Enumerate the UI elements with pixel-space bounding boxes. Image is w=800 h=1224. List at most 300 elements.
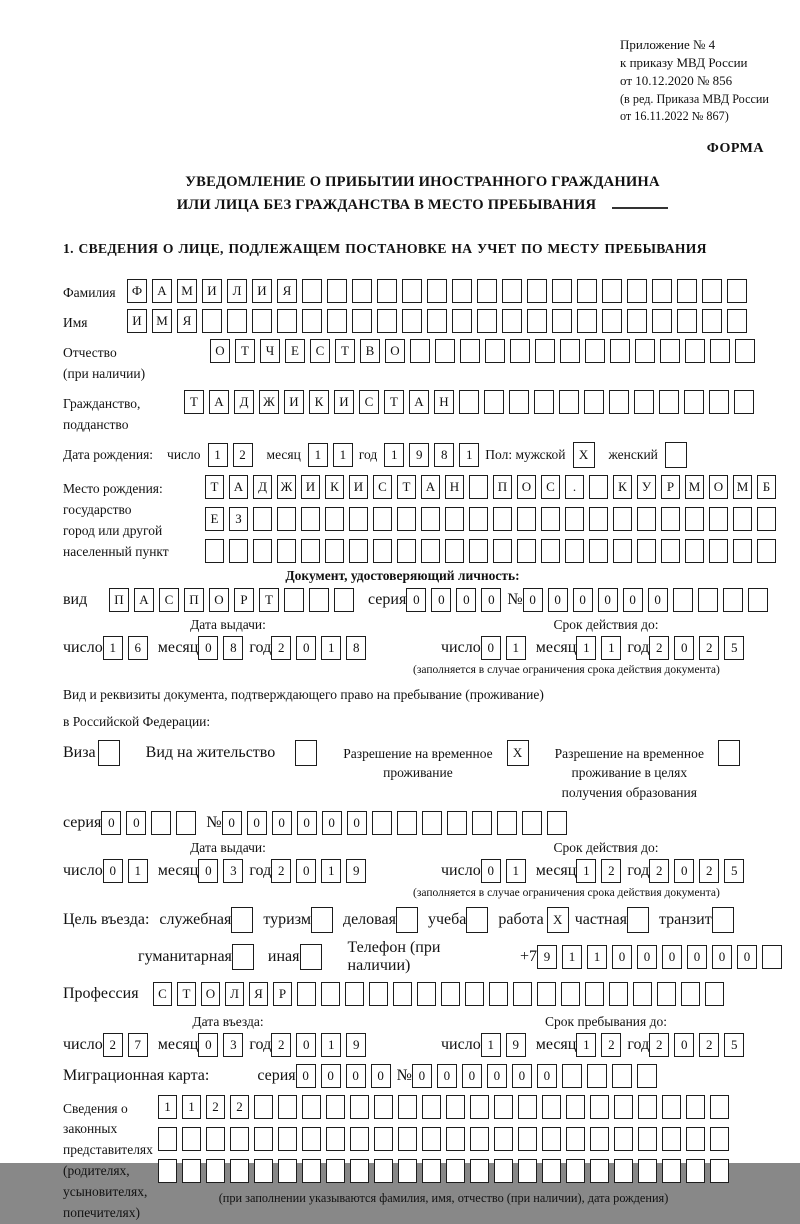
profession-char-cell[interactable] xyxy=(561,982,580,1006)
citizenship-char-cell[interactable]: Т xyxy=(184,390,204,414)
birth-place-char-cell[interactable]: А xyxy=(229,475,248,499)
citizenship-char-cell[interactable]: А xyxy=(209,390,229,414)
birth-place-char-cell[interactable] xyxy=(589,475,608,499)
residence-number-cell[interactable] xyxy=(447,811,467,835)
representatives-char-cell[interactable] xyxy=(638,1127,657,1151)
birth-year-cell[interactable]: 9 xyxy=(409,443,429,467)
birth-place-char-cell[interactable]: Е xyxy=(205,507,224,531)
profession-char-cell[interactable] xyxy=(321,982,340,1006)
migration-number-cell[interactable]: 0 xyxy=(412,1064,432,1088)
birth-place-char-cell[interactable] xyxy=(469,475,488,499)
representatives-char-cell[interactable] xyxy=(710,1127,729,1151)
firstname-char-cell[interactable] xyxy=(702,309,722,333)
profession-char-cell[interactable] xyxy=(297,982,316,1006)
residence-number-cell[interactable]: 0 xyxy=(272,811,292,835)
surname-char-cell[interactable]: И xyxy=(252,279,272,303)
representatives-char-cell[interactable] xyxy=(494,1127,513,1151)
edu-residence-checkbox[interactable] xyxy=(718,740,740,766)
representatives-char-cell[interactable] xyxy=(638,1159,657,1183)
id-doc-valid-day-cell[interactable]: 0 xyxy=(481,636,501,660)
residence-issue-year-cell[interactable]: 2 xyxy=(271,859,291,883)
representatives-char-cell[interactable] xyxy=(662,1127,681,1151)
phone-digit-cell[interactable]: 0 xyxy=(662,945,682,969)
representatives-char-cell[interactable] xyxy=(374,1127,393,1151)
representatives-char-cell[interactable] xyxy=(326,1127,345,1151)
residence-valid-year-cell[interactable]: 5 xyxy=(724,859,744,883)
surname-char-cell[interactable]: Я xyxy=(277,279,297,303)
citizenship-char-cell[interactable] xyxy=(659,390,679,414)
id-doc-valid-day-cell[interactable]: 1 xyxy=(506,636,526,660)
residence-issue-month-cell[interactable]: 3 xyxy=(223,859,243,883)
birth-month-cell[interactable]: 1 xyxy=(308,443,328,467)
representatives-char-cell[interactable] xyxy=(710,1159,729,1183)
representatives-char-cell[interactable] xyxy=(494,1095,513,1119)
residence-issue-year-cell[interactable]: 1 xyxy=(321,859,341,883)
id-doc-number-cell[interactable]: 0 xyxy=(598,588,618,612)
representatives-char-cell[interactable] xyxy=(398,1159,417,1183)
residence-issue-year-cell[interactable]: 0 xyxy=(296,859,316,883)
representatives-char-cell[interactable] xyxy=(686,1127,705,1151)
entry-day-cell[interactable]: 7 xyxy=(128,1033,148,1057)
birth-place-char-cell[interactable] xyxy=(541,507,560,531)
birth-place-char-cell[interactable] xyxy=(685,539,704,563)
citizenship-char-cell[interactable] xyxy=(559,390,579,414)
stay-year-cell[interactable]: 2 xyxy=(699,1033,719,1057)
birth-place-char-cell[interactable]: П xyxy=(493,475,512,499)
firstname-char-cell[interactable] xyxy=(327,309,347,333)
id-doc-series-cell[interactable]: 0 xyxy=(456,588,476,612)
residence-number-cell[interactable] xyxy=(472,811,492,835)
surname-char-cell[interactable] xyxy=(527,279,547,303)
migration-number-cell[interactable] xyxy=(612,1064,632,1088)
birth-place-char-cell[interactable] xyxy=(565,539,584,563)
migration-series-cell[interactable]: 0 xyxy=(321,1064,341,1088)
representatives-char-cell[interactable] xyxy=(182,1127,201,1151)
citizenship-char-cell[interactable]: Н xyxy=(434,390,454,414)
id-doc-number-cell[interactable]: 0 xyxy=(648,588,668,612)
profession-char-cell[interactable]: Т xyxy=(177,982,196,1006)
citizenship-char-cell[interactable] xyxy=(584,390,604,414)
id-doc-issue-month-cell[interactable]: 0 xyxy=(198,636,218,660)
representatives-char-cell[interactable] xyxy=(446,1095,465,1119)
profession-char-cell[interactable]: О xyxy=(201,982,220,1006)
birth-place-char-cell[interactable] xyxy=(373,539,392,563)
id-doc-number-cell[interactable]: 0 xyxy=(523,588,543,612)
birth-place-char-cell[interactable] xyxy=(229,539,248,563)
residence-valid-year-cell[interactable]: 0 xyxy=(674,859,694,883)
birth-place-char-cell[interactable] xyxy=(397,507,416,531)
citizenship-char-cell[interactable]: Ж xyxy=(259,390,279,414)
surname-char-cell[interactable] xyxy=(552,279,572,303)
id-doc-number-cell[interactable] xyxy=(723,588,743,612)
migration-number-cell[interactable]: 0 xyxy=(537,1064,557,1088)
patronymic-char-cell[interactable]: Т xyxy=(335,339,355,363)
birth-place-char-cell[interactable]: О xyxy=(709,475,728,499)
representatives-char-cell[interactable] xyxy=(302,1159,321,1183)
firstname-char-cell[interactable] xyxy=(227,309,247,333)
purpose-transit-checkbox[interactable] xyxy=(712,907,734,933)
representatives-char-cell[interactable] xyxy=(518,1095,537,1119)
purpose-tourism-checkbox[interactable] xyxy=(311,907,333,933)
surname-char-cell[interactable] xyxy=(302,279,322,303)
representatives-char-cell[interactable] xyxy=(590,1095,609,1119)
birth-place-char-cell[interactable] xyxy=(565,507,584,531)
representatives-char-cell[interactable] xyxy=(566,1159,585,1183)
representatives-char-cell[interactable] xyxy=(662,1159,681,1183)
purpose-other-checkbox[interactable] xyxy=(300,944,322,970)
profession-char-cell[interactable]: Л xyxy=(225,982,244,1006)
firstname-char-cell[interactable]: Я xyxy=(177,309,197,333)
citizenship-char-cell[interactable]: К xyxy=(309,390,329,414)
sex-female-checkbox[interactable] xyxy=(665,442,687,468)
firstname-char-cell[interactable] xyxy=(502,309,522,333)
sex-male-checkbox[interactable]: X xyxy=(573,442,595,468)
representatives-char-cell[interactable] xyxy=(206,1127,225,1151)
representatives-char-cell[interactable] xyxy=(542,1127,561,1151)
id-doc-valid-year-cell[interactable]: 0 xyxy=(674,636,694,660)
birth-place-char-cell[interactable] xyxy=(301,507,320,531)
phone-digit-cell[interactable]: 0 xyxy=(737,945,757,969)
surname-char-cell[interactable] xyxy=(452,279,472,303)
representatives-char-cell[interactable] xyxy=(254,1127,273,1151)
profession-char-cell[interactable] xyxy=(489,982,508,1006)
birth-place-char-cell[interactable] xyxy=(325,539,344,563)
purpose-humanitarian-checkbox[interactable] xyxy=(232,944,254,970)
birth-place-char-cell[interactable] xyxy=(517,507,536,531)
surname-char-cell[interactable] xyxy=(377,279,397,303)
birth-place-char-cell[interactable] xyxy=(253,539,272,563)
firstname-char-cell[interactable] xyxy=(627,309,647,333)
firstname-char-cell[interactable] xyxy=(277,309,297,333)
entry-day-cell[interactable]: 2 xyxy=(103,1033,123,1057)
birth-place-char-cell[interactable] xyxy=(517,539,536,563)
patronymic-char-cell[interactable]: Е xyxy=(285,339,305,363)
purpose-work-checkbox[interactable]: X xyxy=(547,907,569,933)
residence-valid-year-cell[interactable]: 2 xyxy=(649,859,669,883)
entry-year-cell[interactable]: 2 xyxy=(271,1033,291,1057)
birth-place-char-cell[interactable] xyxy=(373,507,392,531)
id-doc-issue-day-cell[interactable]: 6 xyxy=(128,636,148,660)
surname-char-cell[interactable] xyxy=(502,279,522,303)
firstname-char-cell[interactable] xyxy=(652,309,672,333)
profession-char-cell[interactable] xyxy=(441,982,460,1006)
firstname-char-cell[interactable] xyxy=(727,309,747,333)
birth-place-char-cell[interactable] xyxy=(325,507,344,531)
stay-year-cell[interactable]: 5 xyxy=(724,1033,744,1057)
birth-place-char-cell[interactable] xyxy=(469,507,488,531)
representatives-char-cell[interactable] xyxy=(446,1127,465,1151)
residence-series-cell[interactable]: 0 xyxy=(101,811,121,835)
profession-char-cell[interactable] xyxy=(417,982,436,1006)
birth-place-char-cell[interactable]: Т xyxy=(205,475,224,499)
phone-digit-cell[interactable]: 9 xyxy=(537,945,557,969)
representatives-char-cell[interactable] xyxy=(278,1095,297,1119)
representatives-char-cell[interactable] xyxy=(230,1159,249,1183)
birth-place-char-cell[interactable] xyxy=(493,539,512,563)
citizenship-char-cell[interactable]: Д xyxy=(234,390,254,414)
patronymic-char-cell[interactable] xyxy=(735,339,755,363)
representatives-char-cell[interactable] xyxy=(302,1095,321,1119)
representatives-char-cell[interactable] xyxy=(278,1159,297,1183)
birth-place-char-cell[interactable] xyxy=(253,507,272,531)
residence-number-cell[interactable] xyxy=(422,811,442,835)
representatives-char-cell[interactable] xyxy=(350,1159,369,1183)
residence-permit-checkbox[interactable] xyxy=(295,740,317,766)
patronymic-char-cell[interactable]: С xyxy=(310,339,330,363)
surname-char-cell[interactable] xyxy=(352,279,372,303)
residence-valid-day-cell[interactable]: 0 xyxy=(481,859,501,883)
birth-place-char-cell[interactable]: О xyxy=(517,475,536,499)
id-doc-number-cell[interactable] xyxy=(673,588,693,612)
birth-place-char-cell[interactable] xyxy=(541,539,560,563)
patronymic-char-cell[interactable] xyxy=(610,339,630,363)
representatives-char-cell[interactable] xyxy=(398,1095,417,1119)
representatives-char-cell[interactable] xyxy=(638,1095,657,1119)
citizenship-char-cell[interactable] xyxy=(709,390,729,414)
firstname-char-cell[interactable] xyxy=(402,309,422,333)
representatives-char-cell[interactable] xyxy=(350,1095,369,1119)
representatives-char-cell[interactable] xyxy=(614,1127,633,1151)
purpose-business-checkbox[interactable] xyxy=(396,907,418,933)
firstname-char-cell[interactable] xyxy=(352,309,372,333)
purpose-study-checkbox[interactable] xyxy=(466,907,488,933)
entry-month-cell[interactable]: 3 xyxy=(223,1033,243,1057)
surname-char-cell[interactable] xyxy=(477,279,497,303)
representatives-char-cell[interactable] xyxy=(470,1159,489,1183)
id-doc-number-cell[interactable] xyxy=(748,588,768,612)
id-doc-issue-year-cell[interactable]: 1 xyxy=(321,636,341,660)
representatives-char-cell[interactable] xyxy=(518,1159,537,1183)
citizenship-char-cell[interactable] xyxy=(609,390,629,414)
id-doc-kind-cell[interactable] xyxy=(334,588,354,612)
birth-place-char-cell[interactable]: А xyxy=(421,475,440,499)
birth-place-char-cell[interactable]: . xyxy=(565,475,584,499)
birth-place-char-cell[interactable] xyxy=(421,539,440,563)
phone-digit-cell[interactable]: 1 xyxy=(587,945,607,969)
citizenship-char-cell[interactable] xyxy=(484,390,504,414)
birth-place-char-cell[interactable] xyxy=(589,539,608,563)
patronymic-char-cell[interactable] xyxy=(535,339,555,363)
birth-place-char-cell[interactable]: И xyxy=(349,475,368,499)
patronymic-char-cell[interactable] xyxy=(660,339,680,363)
migration-number-cell[interactable] xyxy=(587,1064,607,1088)
id-doc-issue-year-cell[interactable]: 2 xyxy=(271,636,291,660)
entry-year-cell[interactable]: 0 xyxy=(296,1033,316,1057)
birth-place-char-cell[interactable] xyxy=(277,539,296,563)
id-doc-issue-year-cell[interactable]: 8 xyxy=(346,636,366,660)
birth-place-char-cell[interactable] xyxy=(349,539,368,563)
birth-place-char-cell[interactable]: Т xyxy=(397,475,416,499)
residence-number-cell[interactable] xyxy=(372,811,392,835)
profession-char-cell[interactable]: Я xyxy=(249,982,268,1006)
firstname-char-cell[interactable]: М xyxy=(152,309,172,333)
birth-place-char-cell[interactable] xyxy=(661,539,680,563)
firstname-char-cell[interactable] xyxy=(477,309,497,333)
id-doc-kind-cell[interactable]: С xyxy=(159,588,179,612)
id-doc-series-cell[interactable]: 0 xyxy=(431,588,451,612)
representatives-char-cell[interactable] xyxy=(614,1095,633,1119)
representatives-char-cell[interactable] xyxy=(542,1159,561,1183)
residence-issue-year-cell[interactable]: 9 xyxy=(346,859,366,883)
birth-place-char-cell[interactable] xyxy=(589,507,608,531)
phone-digit-cell[interactable]: 0 xyxy=(612,945,632,969)
birth-place-char-cell[interactable]: Р xyxy=(661,475,680,499)
id-doc-kind-cell[interactable]: П xyxy=(184,588,204,612)
residence-valid-month-cell[interactable]: 2 xyxy=(601,859,621,883)
entry-year-cell[interactable]: 9 xyxy=(346,1033,366,1057)
residence-number-cell[interactable]: 0 xyxy=(247,811,267,835)
birth-year-cell[interactable]: 1 xyxy=(459,443,479,467)
residence-issue-day-cell[interactable]: 1 xyxy=(128,859,148,883)
residence-valid-year-cell[interactable]: 2 xyxy=(699,859,719,883)
migration-number-cell[interactable]: 0 xyxy=(512,1064,532,1088)
birth-day-cell[interactable]: 2 xyxy=(233,443,253,467)
citizenship-char-cell[interactable] xyxy=(534,390,554,414)
id-doc-valid-month-cell[interactable]: 1 xyxy=(601,636,621,660)
citizenship-char-cell[interactable]: И xyxy=(334,390,354,414)
birth-place-char-cell[interactable] xyxy=(709,539,728,563)
id-doc-valid-month-cell[interactable]: 1 xyxy=(576,636,596,660)
residence-number-cell[interactable]: 0 xyxy=(297,811,317,835)
surname-char-cell[interactable] xyxy=(652,279,672,303)
profession-char-cell[interactable] xyxy=(657,982,676,1006)
representatives-char-cell[interactable] xyxy=(206,1159,225,1183)
firstname-char-cell[interactable] xyxy=(202,309,222,333)
migration-number-cell[interactable]: 0 xyxy=(462,1064,482,1088)
surname-char-cell[interactable]: М xyxy=(177,279,197,303)
residence-valid-month-cell[interactable]: 1 xyxy=(576,859,596,883)
birth-place-char-cell[interactable] xyxy=(661,507,680,531)
birth-place-char-cell[interactable] xyxy=(637,539,656,563)
profession-char-cell[interactable] xyxy=(345,982,364,1006)
id-doc-series-cell[interactable]: 0 xyxy=(406,588,426,612)
birth-place-char-cell[interactable]: Д xyxy=(253,475,272,499)
phone-digit-cell[interactable] xyxy=(762,945,782,969)
representatives-char-cell[interactable] xyxy=(470,1127,489,1151)
representatives-char-cell[interactable]: 2 xyxy=(230,1095,249,1119)
firstname-char-cell[interactable]: И xyxy=(127,309,147,333)
patronymic-char-cell[interactable] xyxy=(710,339,730,363)
citizenship-char-cell[interactable] xyxy=(684,390,704,414)
representatives-char-cell[interactable] xyxy=(230,1127,249,1151)
patronymic-char-cell[interactable] xyxy=(410,339,430,363)
migration-number-cell[interactable] xyxy=(637,1064,657,1088)
birth-place-char-cell[interactable] xyxy=(397,539,416,563)
birth-place-char-cell[interactable] xyxy=(493,507,512,531)
stay-month-cell[interactable]: 2 xyxy=(601,1033,621,1057)
residence-issue-month-cell[interactable]: 0 xyxy=(198,859,218,883)
phone-digit-cell[interactable]: 0 xyxy=(712,945,732,969)
profession-char-cell[interactable] xyxy=(609,982,628,1006)
profession-char-cell[interactable]: Р xyxy=(273,982,292,1006)
surname-char-cell[interactable] xyxy=(577,279,597,303)
representatives-char-cell[interactable] xyxy=(158,1159,177,1183)
citizenship-char-cell[interactable] xyxy=(734,390,754,414)
representatives-char-cell[interactable] xyxy=(350,1127,369,1151)
representatives-char-cell[interactable] xyxy=(446,1159,465,1183)
citizenship-char-cell[interactable]: И xyxy=(284,390,304,414)
id-doc-kind-cell[interactable]: П xyxy=(109,588,129,612)
surname-char-cell[interactable] xyxy=(427,279,447,303)
birth-year-cell[interactable]: 1 xyxy=(384,443,404,467)
surname-char-cell[interactable] xyxy=(677,279,697,303)
patronymic-char-cell[interactable] xyxy=(635,339,655,363)
id-doc-kind-cell[interactable]: А xyxy=(134,588,154,612)
patronymic-char-cell[interactable] xyxy=(435,339,455,363)
profession-char-cell[interactable] xyxy=(369,982,388,1006)
birth-place-char-cell[interactable] xyxy=(445,507,464,531)
patronymic-char-cell[interactable]: В xyxy=(360,339,380,363)
birth-place-char-cell[interactable] xyxy=(277,507,296,531)
birth-place-char-cell[interactable]: М xyxy=(685,475,704,499)
visa-checkbox[interactable] xyxy=(98,740,120,766)
purpose-official-checkbox[interactable] xyxy=(231,907,253,933)
surname-char-cell[interactable] xyxy=(402,279,422,303)
id-doc-issue-day-cell[interactable]: 1 xyxy=(103,636,123,660)
representatives-char-cell[interactable] xyxy=(566,1095,585,1119)
representatives-char-cell[interactable] xyxy=(470,1095,489,1119)
migration-series-cell[interactable]: 0 xyxy=(296,1064,316,1088)
representatives-char-cell[interactable] xyxy=(158,1127,177,1151)
patronymic-char-cell[interactable] xyxy=(460,339,480,363)
residence-series-cell[interactable]: 0 xyxy=(126,811,146,835)
firstname-char-cell[interactable] xyxy=(677,309,697,333)
residence-number-cell[interactable]: 0 xyxy=(222,811,242,835)
birth-month-cell[interactable]: 1 xyxy=(333,443,353,467)
citizenship-char-cell[interactable] xyxy=(459,390,479,414)
representatives-char-cell[interactable] xyxy=(614,1159,633,1183)
id-doc-number-cell[interactable]: 0 xyxy=(623,588,643,612)
id-doc-number-cell[interactable]: 0 xyxy=(548,588,568,612)
residence-number-cell[interactable] xyxy=(397,811,417,835)
birth-place-char-cell[interactable] xyxy=(613,507,632,531)
surname-char-cell[interactable] xyxy=(327,279,347,303)
citizenship-char-cell[interactable] xyxy=(509,390,529,414)
birth-place-char-cell[interactable]: Ж xyxy=(277,475,296,499)
representatives-char-cell[interactable] xyxy=(590,1159,609,1183)
temp-residence-checkbox[interactable]: X xyxy=(507,740,529,766)
id-doc-valid-year-cell[interactable]: 5 xyxy=(724,636,744,660)
surname-char-cell[interactable] xyxy=(627,279,647,303)
birth-place-char-cell[interactable] xyxy=(733,539,752,563)
representatives-char-cell[interactable]: 2 xyxy=(206,1095,225,1119)
birth-place-char-cell[interactable] xyxy=(445,539,464,563)
profession-char-cell[interactable] xyxy=(633,982,652,1006)
birth-year-cell[interactable]: 8 xyxy=(434,443,454,467)
representatives-char-cell[interactable] xyxy=(686,1095,705,1119)
firstname-char-cell[interactable] xyxy=(577,309,597,333)
surname-char-cell[interactable]: Л xyxy=(227,279,247,303)
id-doc-number-cell[interactable] xyxy=(698,588,718,612)
birth-place-char-cell[interactable] xyxy=(421,507,440,531)
firstname-char-cell[interactable] xyxy=(452,309,472,333)
id-doc-valid-year-cell[interactable]: 2 xyxy=(699,636,719,660)
patronymic-char-cell[interactable] xyxy=(485,339,505,363)
birth-place-char-cell[interactable] xyxy=(349,507,368,531)
id-doc-kind-cell[interactable] xyxy=(284,588,304,612)
firstname-char-cell[interactable] xyxy=(302,309,322,333)
patronymic-char-cell[interactable] xyxy=(685,339,705,363)
representatives-char-cell[interactable] xyxy=(422,1159,441,1183)
migration-series-cell[interactable]: 0 xyxy=(346,1064,366,1088)
birth-place-char-cell[interactable]: И xyxy=(301,475,320,499)
representatives-char-cell[interactable] xyxy=(590,1127,609,1151)
firstname-char-cell[interactable] xyxy=(552,309,572,333)
birth-place-char-cell[interactable] xyxy=(685,507,704,531)
birth-place-char-cell[interactable] xyxy=(637,507,656,531)
representatives-char-cell[interactable] xyxy=(494,1159,513,1183)
citizenship-char-cell[interactable] xyxy=(634,390,654,414)
